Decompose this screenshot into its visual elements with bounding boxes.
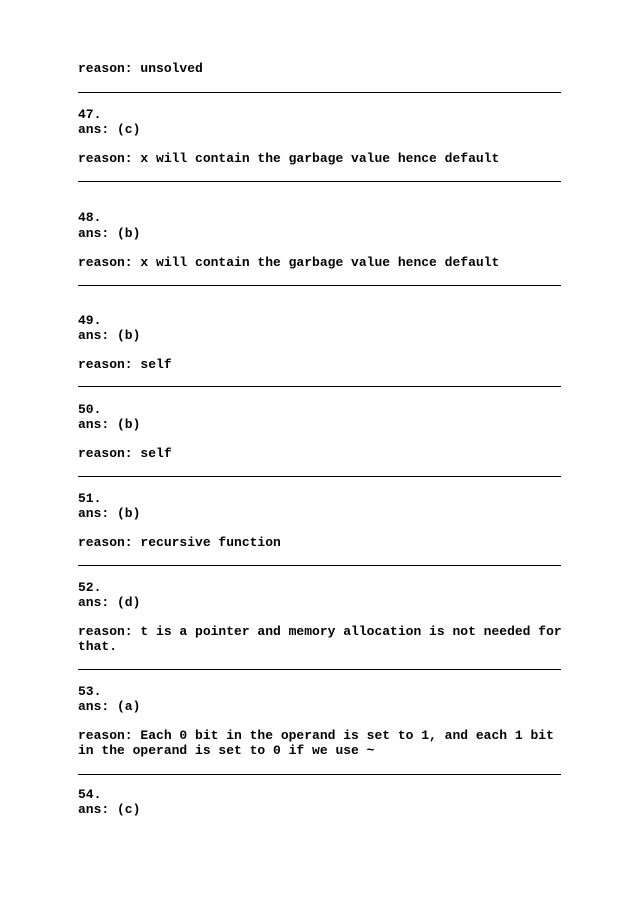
q48-answer: ans: (b): [78, 226, 141, 241]
q52-reason-line2: that.: [78, 639, 118, 654]
divider-46: [78, 92, 561, 93]
q47-reason: reason: x will contain the garbage value hence default: [78, 151, 500, 166]
q52-reason-line1: reason: t is a pointer and memory allocation is not needed for: [78, 624, 562, 639]
q50-number: 50.: [78, 402, 102, 417]
q53-reason-line1: reason: Each 0 bit in the operand is set to 1, and each 1 bit: [78, 728, 554, 743]
q51-answer: ans: (b): [78, 506, 141, 521]
q51-number: 51.: [78, 491, 102, 506]
q48-number: 48.: [78, 210, 102, 225]
divider-53: [78, 774, 561, 775]
q53-reason-line2: in the operand is set to 0 if we use ~: [78, 743, 375, 758]
divider-47: [78, 181, 561, 182]
q54-number: 54.: [78, 787, 102, 802]
q50-answer: ans: (b): [78, 417, 141, 432]
q52-answer: ans: (d): [78, 595, 141, 610]
q46-reason: reason: unsolved: [78, 61, 203, 76]
q47-number: 47.: [78, 107, 102, 122]
q50-reason: reason: self: [78, 446, 172, 461]
q52-number: 52.: [78, 580, 102, 595]
q54-answer: ans: (c): [78, 802, 141, 817]
q47-answer: ans: (c): [78, 122, 141, 137]
divider-49: [78, 386, 561, 387]
divider-51: [78, 565, 561, 566]
q51-reason: reason: recursive function: [78, 535, 281, 550]
q49-number: 49.: [78, 313, 102, 328]
q53-number: 53.: [78, 684, 102, 699]
q48-reason: reason: x will contain the garbage value hence default: [78, 255, 500, 270]
q49-reason: reason: self: [78, 357, 172, 372]
divider-50: [78, 476, 561, 477]
q49-answer: ans: (b): [78, 328, 141, 343]
divider-48: [78, 285, 561, 286]
divider-52: [78, 669, 561, 670]
q53-answer: ans: (a): [78, 699, 141, 714]
